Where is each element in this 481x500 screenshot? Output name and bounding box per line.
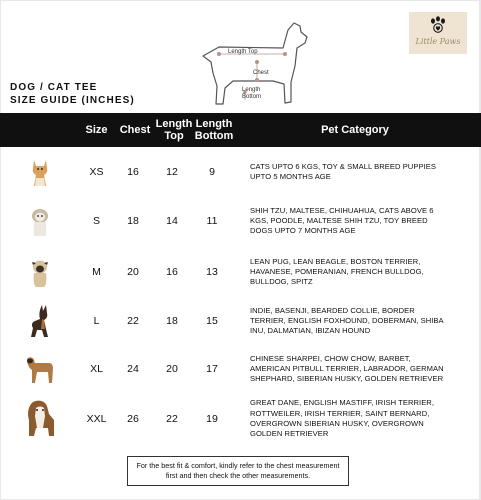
heading-line-1: DOG / CAT TEE: [10, 82, 98, 93]
table-row: [0, 150, 481, 194]
table-row: [0, 198, 481, 244]
dog-measurement-diagram: [193, 18, 311, 118]
length-bottom-value: 17: [206, 363, 218, 375]
pet-category-text: SHIH TZU, MALTESE, CHIHUAHUA, CATS ABOVE 6 KGS, POODLE, MALTESE SHIH TZU, TOY BREED DOGS UPTO 7 MONTHS AGE: [250, 205, 434, 236]
header-pet-category: Pet Category: [321, 124, 389, 136]
length-bottom-value: 11: [206, 215, 218, 227]
saint-bernard-icon: [22, 392, 58, 446]
table-row: [0, 392, 481, 446]
fit-advice-note: For the best fit & comfort, kindly refer to the chest measurement first and then check the other measurements.: [127, 456, 349, 486]
header-size: Size: [85, 124, 108, 136]
header-length-bottom: Length Bottom: [194, 118, 234, 142]
table-row: [0, 346, 481, 392]
header-length-top: Length Top: [155, 118, 193, 142]
label-bottom: Bottom: [242, 94, 262, 100]
size-value: L: [93, 315, 100, 327]
size-value: XL: [90, 363, 103, 375]
size-value: XS: [89, 166, 104, 178]
chest-value: 20: [127, 266, 139, 278]
pet-category-text: GREAT DANE, ENGLISH MASTIFF, IRISH TERRIER, ROTTWEILER, IRISH TERRIER, SAINT BERNARD, OVERGROWN SIBERIAN HUSKY, OVERGROWN GOLDEN RETRIEVER: [250, 398, 435, 439]
chest-value: 18: [127, 215, 139, 227]
table-header: [0, 113, 481, 147]
size-value: S: [92, 215, 100, 227]
size-guide-heading: [10, 82, 135, 107]
mastiff-icon: [22, 346, 58, 392]
cat-icon: [22, 150, 58, 194]
pet-category-text: INDIE, BASENJI, BEARDED COLLIE, BORDER TERRIER, ENGLISH FOXHOUND, DOBERMAN, SHIBA INU, DALMATIAN, IBIZAN HOUND: [250, 305, 444, 336]
paw-icon: [428, 15, 448, 35]
length-bottom-value: 15: [206, 315, 218, 327]
table-row: [0, 298, 481, 344]
shih-tzu-icon: [22, 198, 58, 244]
size-value: XXL: [86, 413, 107, 425]
pug-icon: [22, 248, 58, 296]
pet-category-text: CHINESE SHARPEI, CHOW CHOW, BARBET, AMERICAN PITBULL TERRIER, LABRADOR, GERMAN SHEPHARD, SIBERIAN HUSKY, GOLDEN RETRIEVER: [250, 353, 444, 384]
table-row: [0, 248, 481, 296]
length-bottom-value: 13: [206, 266, 218, 278]
label-length: Length: [242, 87, 261, 93]
chest-value: 26: [127, 413, 139, 425]
pet-category-text: CATS UPTO 6 KGS, TOY & SMALL BREED PUPPIES UPTO 5 MONTHS AGE: [250, 161, 436, 181]
length-top-value: 22: [166, 413, 178, 425]
chest-value: 24: [127, 363, 139, 375]
size-value: M: [92, 266, 101, 278]
length-top-value: 12: [166, 166, 178, 178]
length-top-value: 16: [166, 266, 178, 278]
label-length-top: Length Top: [228, 49, 258, 55]
pet-category-text: LEAN PUG, LEAN BEAGLE, BOSTON TERRIER, HAVANESE, POMERANIAN, FRENCH BULLDOG, BULLDOG, SPITZ: [250, 256, 424, 287]
doberman-icon: [22, 298, 58, 344]
length-top-value: 14: [166, 215, 178, 227]
length-bottom-value: 9: [209, 166, 215, 178]
length-top-value: 18: [166, 315, 178, 327]
header-chest: Chest: [119, 124, 151, 136]
brand-logo: [409, 12, 467, 54]
chest-value: 16: [127, 166, 139, 178]
length-top-value: 20: [166, 363, 178, 375]
length-bottom-value: 19: [206, 413, 218, 425]
logo-text: Little Paws: [415, 37, 461, 46]
heading-line-2: SIZE GUIDE (INCHES): [10, 94, 135, 106]
chest-value: 22: [127, 315, 139, 327]
label-chest: Chest: [253, 70, 269, 76]
